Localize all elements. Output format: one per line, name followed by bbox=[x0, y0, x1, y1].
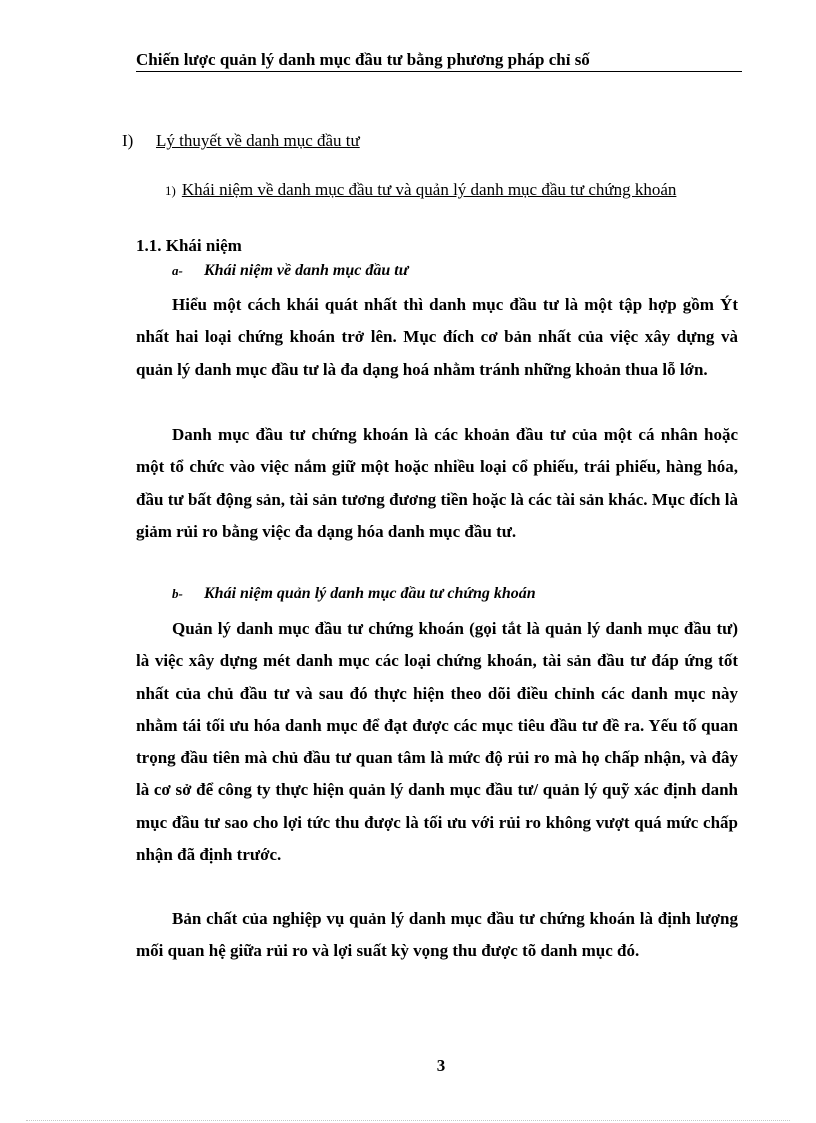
page-number: 3 bbox=[436, 1056, 446, 1075]
concept-b-letter: b- bbox=[172, 586, 183, 601]
paragraph: Quản lý danh mục đầu tư chứng khoán (gọi tắt là quản lý danh mục đầu tư) là việc xây dựng mét danh mục các loại chứng khoán, tài sản đầu tư đáp ứng tốt nhất của chủ đầu tư và sau đó thực hiện theo dõi điều chỉnh các danh mục này nhằm tái tối ưu hóa danh mục để đạt được các mục tiêu đầu tư đề ra. Yếu tố quan trọng đầu tiên mà chủ đầu tư quan tâm là mức độ rủi ro mà họ chấp nhận, và đây là cơ sở để công ty thực hiện quản lý danh mục đầu tư/ quản lý quỹ xác định danh mục đầu tư sao cho lợi tức thu được là tối ưu với rủi ro không vượt quá mức chấp nhận đã định trước. bbox=[136, 619, 738, 865]
header-title: Chiến lược quản lý danh mục đầu tư bằng phương pháp chỉ số bbox=[136, 50, 590, 69]
concept-a-letter: a- bbox=[172, 263, 183, 278]
concept-b-title: Khái niệm quản lý danh mục đầu tư chứng khoán bbox=[204, 585, 536, 602]
section-heading bbox=[122, 131, 360, 151]
heading-1-1: 1.1. Khái niệm bbox=[136, 236, 242, 255]
page-header bbox=[136, 49, 742, 72]
concept-a-title: Khái niệm về danh mục đầu tư bbox=[204, 262, 409, 279]
subsection-heading bbox=[145, 179, 705, 202]
section-title: Lý thuyết về danh mục đầu tư bbox=[156, 131, 360, 150]
section-number: I) bbox=[122, 131, 134, 150]
paragraph: Danh mục đầu tư chứng khoán là các khoản đầu tư của một cá nhân hoặc một tổ chức vào việc nắm giữ một hoặc nhiều loại cổ phiếu, trái phiếu, hàng hóa, đầu tư bất động sản, tài sản tương đương tiền hoặc là các tài sản khác. Mục đích là giảm rủi ro bằng việc đa dạng hóa danh mục đầu tư. bbox=[136, 425, 738, 541]
paragraph: Hiểu một cách khái quát nhất thì danh mục đầu tư là một tập hợp gồm Ýt nhất hai loại chứng khoán trở lên. Mục đích cơ bản nhất của việc xây dựng và quản lý danh mục đầu tư là đa dạng hoá nhằm tránh những khoản thua lỗ lớn. bbox=[136, 295, 738, 379]
concept-b-heading bbox=[172, 585, 536, 603]
subsection-title: Khái niệm về danh mục đầu tư và quản lý danh mục đầu tư chứng khoán bbox=[181, 180, 677, 199]
page-bottom-border bbox=[26, 1120, 790, 1121]
paragraph: Bản chất của nghiệp vụ quản lý danh mục đầu tư chứng khoán là định lượng mối quan hệ giữa rủi ro và lợi suất kỳ vọng thu được tõ danh mục đó. bbox=[136, 909, 738, 961]
subsection-number: 1) bbox=[165, 183, 176, 198]
concept-a-heading bbox=[172, 262, 408, 280]
